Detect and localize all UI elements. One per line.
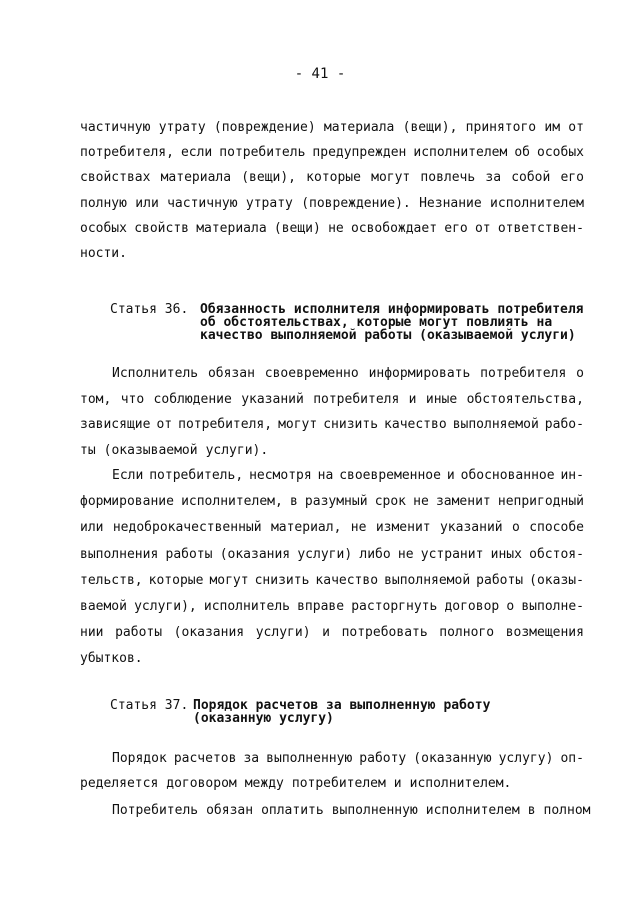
- paragraph-line: Исполнитель обязан своевременно информировать потребителя о: [112, 366, 584, 381]
- article-title-line: об обстоятельствах, которые могут повлиять на: [200, 315, 553, 330]
- paragraph-line: потребителя, если потребитель предупрежден исполнителем об особых: [80, 145, 584, 161]
- paragraph-line: особых свойств материала (вещи) не освобождает его от ответствен-: [80, 220, 584, 236]
- paragraph-line: тельств, которые могут снизить качество выполняемой работы (оказы-: [80, 572, 584, 588]
- article-title-line: (оказанную услугу): [193, 711, 334, 726]
- paragraph-line: ности.: [80, 246, 127, 261]
- paragraph-line: формирование исполнителем, в разумный срок не заменит непригодный: [80, 494, 584, 510]
- paragraph-line: нии работы (оказания услуги) и потребовать полного возмещения: [80, 625, 584, 641]
- paragraph-line: ваемой услуги), исполнитель вправе расторгнуть договор о выполне-: [80, 599, 584, 614]
- article-title-line: Порядок расчетов за выполненную работу: [193, 698, 491, 713]
- paragraph-line: или недоброкачественный материал, не изменит указаний о способе: [80, 520, 584, 536]
- paragraph-line: ределяется договором между потребителем и исполнителем.: [80, 776, 512, 791]
- paragraph-line: убытков.: [80, 651, 143, 667]
- page-number: - 41 -: [294, 66, 346, 82]
- paragraph-line: ты (оказываемой услуги).: [80, 442, 269, 458]
- paragraph-line: выполнения работы (оказания услуги) либо не устранит иных обстоя-: [80, 546, 584, 562]
- paragraph-line: зависящие от потребителя, могут снизить качество выполняемой рабо-: [80, 417, 584, 432]
- article-number: Статья 36.: [110, 302, 189, 317]
- paragraph-line: свойствах материала (вещи), которые могут повлечь за собой его: [80, 170, 584, 186]
- paragraph-line: том, что соблюдение указаний потребителя и иные обстоятельства,: [80, 391, 584, 407]
- article-title-line: качество выполняемой работы (оказываемой услуги): [200, 328, 576, 343]
- paragraph-line: Потребитель обязан оплатить выполненную исполнителем в полном: [112, 803, 591, 818]
- paragraph-line: частичную утрату (повреждение) материала (вещи), принятого им от: [80, 120, 584, 135]
- paragraph-line: Если потребитель, несмотря на своевременное и обоснованное ин-: [112, 468, 584, 483]
- paragraph-line: полную или частичную утрату (повреждение). Незнание исполнителем: [80, 195, 584, 211]
- article-number: Статья 37.: [110, 698, 189, 713]
- paragraph-line: Порядок расчетов за выполненную работу (оказанную услугу) оп-: [112, 751, 584, 766]
- article-title-line: Обязанность исполнителя информировать потребителя: [200, 302, 584, 317]
